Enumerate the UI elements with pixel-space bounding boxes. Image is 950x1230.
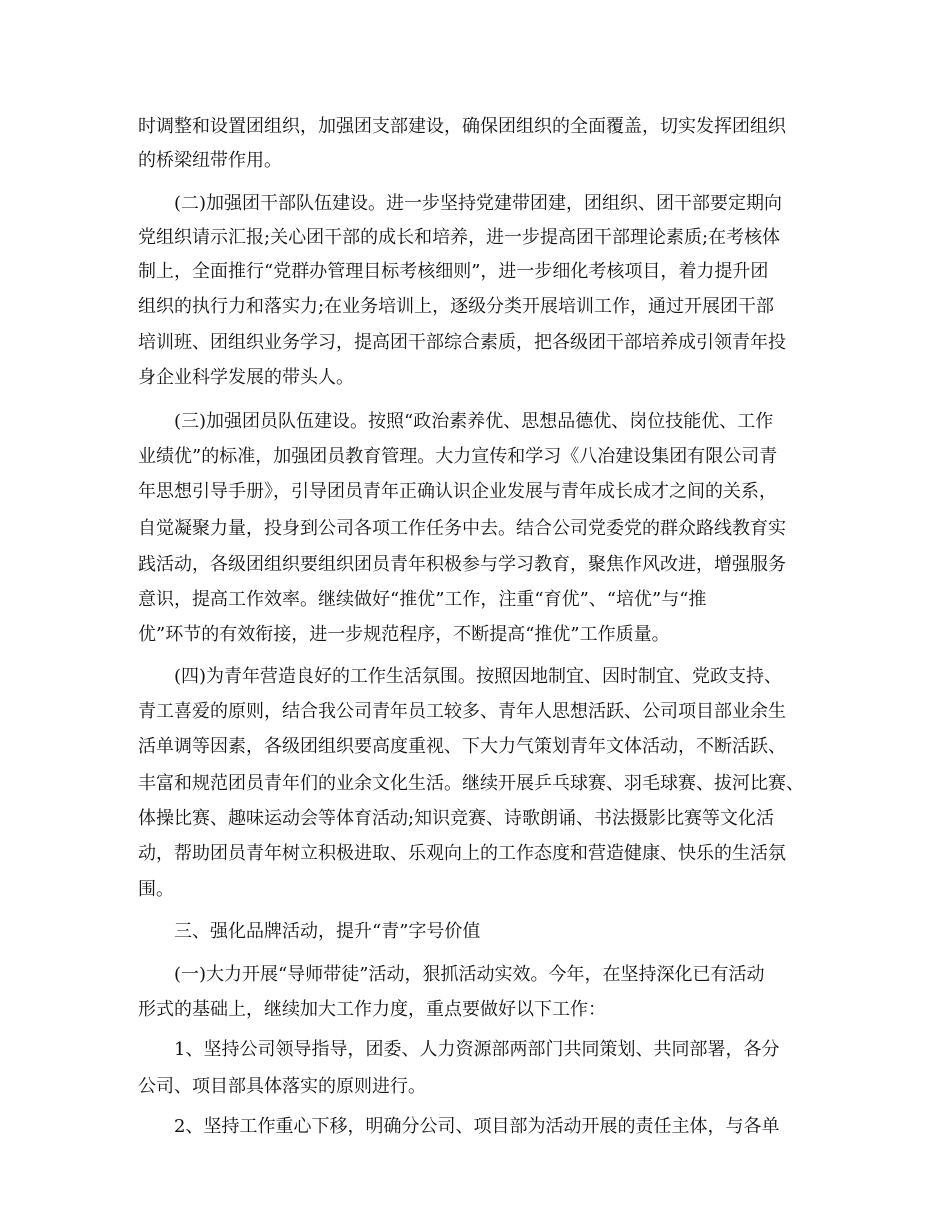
- text-line: 丰富和规范团员青年们的业余文化生活。继续开展乒乓球赛、羽毛球赛、拔河比赛、: [138, 773, 804, 794]
- list-item-line: 2、坚持工作重心下移，明确分公司、项目部为活动开展的责任主体，与各单: [174, 1116, 780, 1137]
- text-line: 自觉凝聚力量，投身到公司各项工作任务中去。结合公司党委党的群众路线教育实: [138, 518, 786, 539]
- paragraph-heading-line: (二)加强团干部队伍建设。进一步坚持党建带团建，团组织、团干部要定期向: [174, 193, 783, 214]
- text-line: 青工喜爱的原则，结合我公司青年员工较多、青年人思想活跃、公司项目部业余生: [138, 701, 786, 722]
- text-line: 制上，全面推行“党群办管理目标考核细则”，进一步细化考核项目，着力提升团: [138, 261, 769, 282]
- text-line: 动，帮助团员青年树立积极进取、乐观向上的工作态度和营造健康、快乐的生活氛: [138, 843, 786, 864]
- paragraph-heading-line: (一)大力开展“导师带徒”活动，狠抓活动实效。今年，在坚持深化已有活动: [174, 964, 765, 985]
- text-line: 体操比赛、趣味运动会等体育活动;知识竞赛、诗歌朗诵、书法摄影比赛等文化活: [138, 808, 775, 829]
- text-line: 优”环节的有效衔接，进一步规范程序，不断提高“推优”工作质量。: [138, 624, 670, 645]
- text-line: 活单调等因素，各级团组织要高度重视、下大力气策划青年文体活动，不断活跃、: [138, 736, 786, 757]
- text-line: 身企业科学发展的带头人。: [138, 367, 354, 388]
- section-heading: 三、强化品牌活动，提升“青”字号价值: [174, 921, 481, 942]
- text-line: 业绩优”的标准，加强团员教育管理。大力宣传和学习《八冶建设集团有限公司青: [138, 446, 778, 467]
- text-line: 公司、项目部具体落实的原则进行。: [138, 1076, 426, 1097]
- text-line: 践活动，各级团组织要组织团员青年积极参与学习教育，聚焦作风改进，增强服务: [138, 554, 786, 575]
- text-line: 围。: [138, 879, 174, 900]
- paragraph-heading-line: (三)加强团员队伍建设。按照“政治素养优、思想品德优、岗位技能优、工作: [174, 411, 774, 432]
- text-line: 培训班、团组织业务学习，提高团干部综合素质，把各级团干部培养成引领青年投: [138, 332, 786, 353]
- text-line: 形式的基础上，继续加大工作力度，重点要做好以下工作：: [138, 999, 606, 1020]
- text-line: 时调整和设置团组织，加强团支部建设，确保团组织的全面覆盖，切实发挥团组织: [138, 116, 786, 137]
- text-line: 年思想引导手册》，引导团员青年正确认识企业发展与青年成长成才之间的关系，: [138, 481, 777, 502]
- text-line: 组织的执行力和落实力;在业务培训上，逐级分类开展培训工作，通过开展团干部: [138, 296, 775, 317]
- text-line: 意识，提高工作效率。继续做好“推优”工作，注重“育优”、“培优”与“推: [138, 589, 707, 610]
- paragraph-heading-line: (四)为青年营造良好的工作生活氛围。按照因地制宜、因时制宜、党政支持、: [174, 666, 783, 687]
- text-line: 的桥梁纽带作用。: [138, 150, 282, 171]
- text-line: 党组织请示汇报;关心团干部的成长和培养，进一步提高团干部理论素质;在考核体: [138, 227, 781, 248]
- list-item-line: 1、坚持公司领导指导，团委、人力资源部两部门共同策划、共同部署，各分: [174, 1039, 780, 1060]
